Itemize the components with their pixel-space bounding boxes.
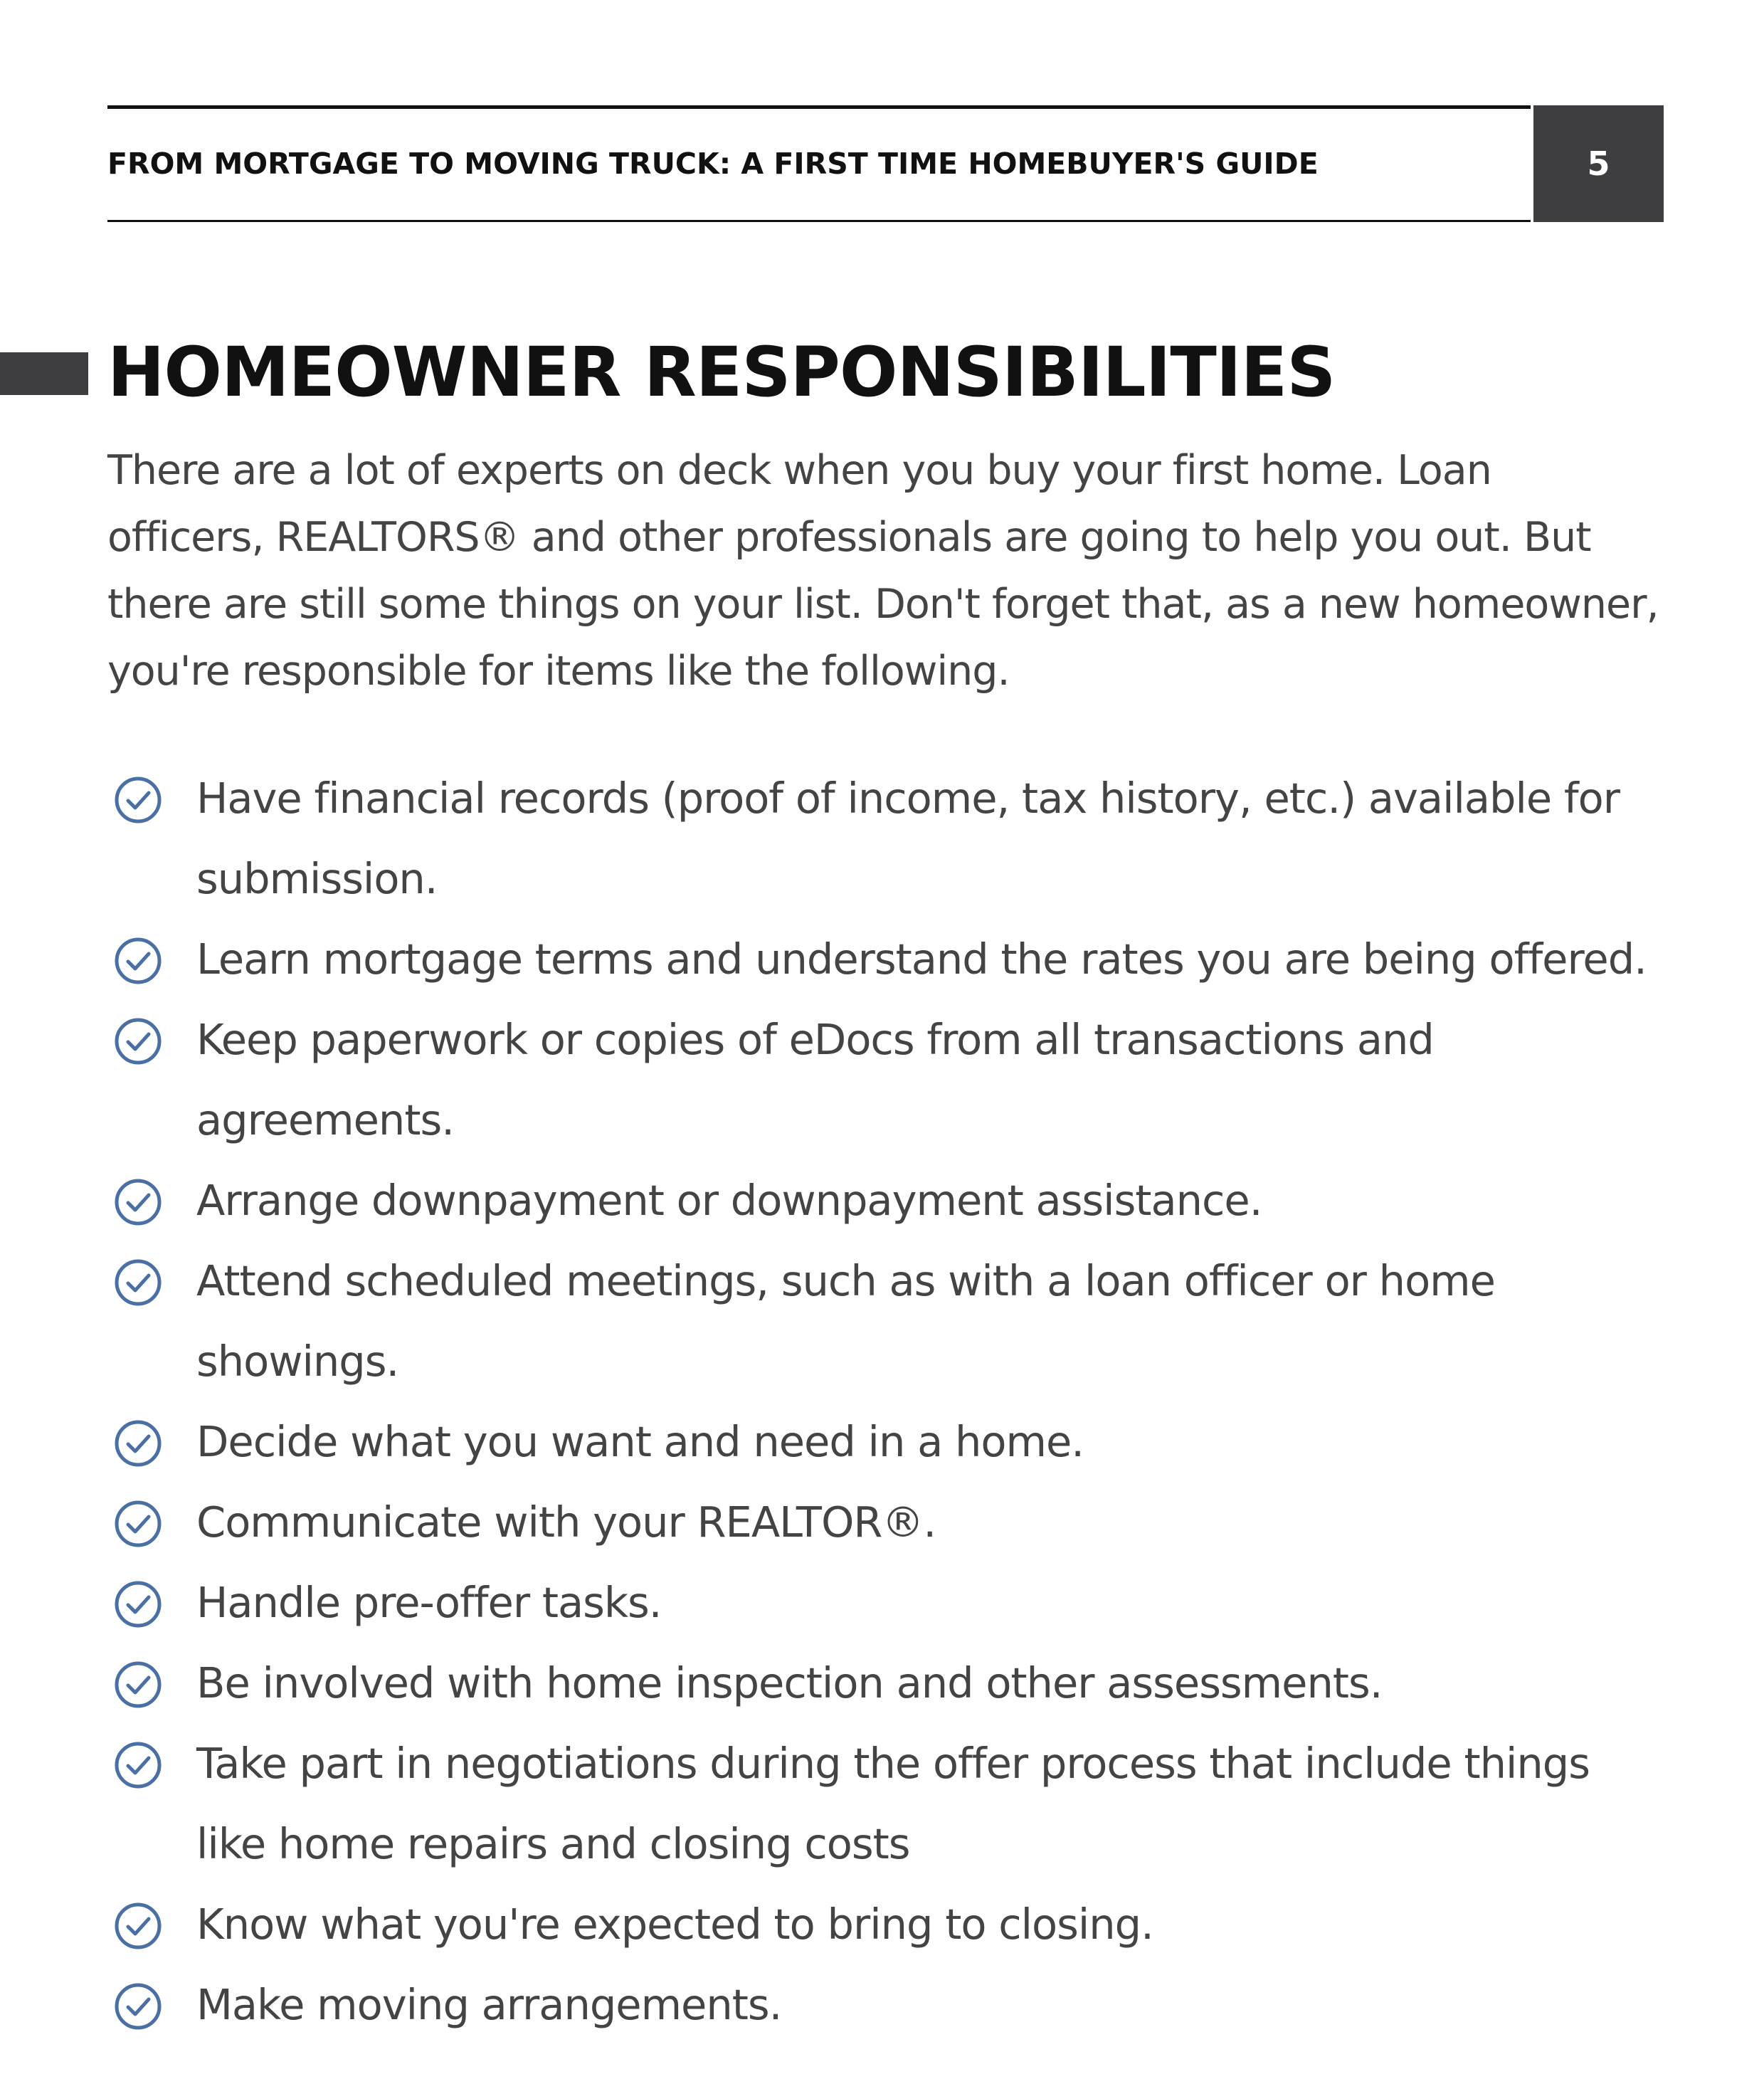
header-top-rule [107, 105, 1531, 109]
checklist-item-text: Keep paperwork or copies of eDocs from all transactions and agreements. [196, 1015, 1434, 1144]
page-header [107, 105, 1664, 222]
checklist-item-text: Be involved with home inspection and other assessments. [196, 1658, 1383, 1707]
checklist-item-text: Decide what you want and need in a home. [196, 1417, 1084, 1466]
check-circle-icon [114, 776, 162, 824]
checklist-item [114, 1241, 1665, 1401]
checklist-item-text: Learn mortgage terms and understand the rates you are being offered. [196, 935, 1647, 984]
check-circle-icon [114, 1982, 162, 2031]
check-circle-icon [114, 1419, 162, 1468]
checklist-item-text: Attend scheduled meetings, such as with a loan officer or home showings. [196, 1256, 1495, 1386]
checklist-item-text: Know what you're expected to bring to closing. [196, 1900, 1153, 1949]
check-circle-icon [114, 937, 162, 985]
section-heading: HOMEOWNER RESPONSIBILITIES [107, 332, 1336, 412]
check-circle-icon [114, 1178, 162, 1226]
checklist-item [114, 1884, 1665, 1964]
checklist-item [114, 1643, 1665, 1723]
header-bottom-rule [107, 220, 1531, 222]
checklist-item-text: Make moving arrangements. [196, 1980, 782, 2029]
responsibility-checklist [114, 758, 1665, 2045]
checklist-item [114, 758, 1665, 919]
check-circle-icon [114, 1258, 162, 1307]
guide-title: FROM MORTGAGE TO MOVING TRUCK: A FIRST TIME HOMEBUYER'S GUIDE [107, 147, 1319, 181]
checklist-item [114, 1562, 1665, 1643]
checklist-item-text: Take part in negotiations during the offer process that include things like home repairs and closing costs [196, 1739, 1590, 1868]
intro-paragraph: There are a lot of experts on deck when you buy your first home. Loan officers, REALTORS® and other professionals are going to help you out. But there are still some things on your list. Don't forget that, as a new homeowner, you're responsible for items like the following. [107, 447, 1659, 695]
checklist-item-text: Arrange downpayment or downpayment assistance. [196, 1176, 1262, 1225]
section-marker-bar [0, 352, 88, 395]
check-circle-icon [114, 1660, 162, 1709]
checklist-item [114, 999, 1665, 1160]
check-circle-icon [114, 1902, 162, 1950]
page-number-box [1533, 105, 1664, 222]
checklist-item [114, 1482, 1665, 1562]
checklist-item [114, 1964, 1665, 2045]
check-circle-icon [114, 1500, 162, 1548]
page-number: 5 [1587, 144, 1610, 183]
checklist-item [114, 1723, 1665, 1884]
check-circle-icon [114, 1741, 162, 1789]
checklist-item [114, 1401, 1665, 1482]
checklist-item [114, 919, 1665, 999]
check-circle-icon [114, 1580, 162, 1628]
checklist-item-text: Have financial records (proof of income, tax history, etc.) available for submission. [196, 774, 1620, 903]
check-circle-icon [114, 1017, 162, 1065]
checklist-item-text: Handle pre-offer tasks. [196, 1578, 662, 1627]
checklist-item [114, 1160, 1665, 1241]
checklist-item-text: Communicate with your REALTOR®. [196, 1498, 936, 1547]
